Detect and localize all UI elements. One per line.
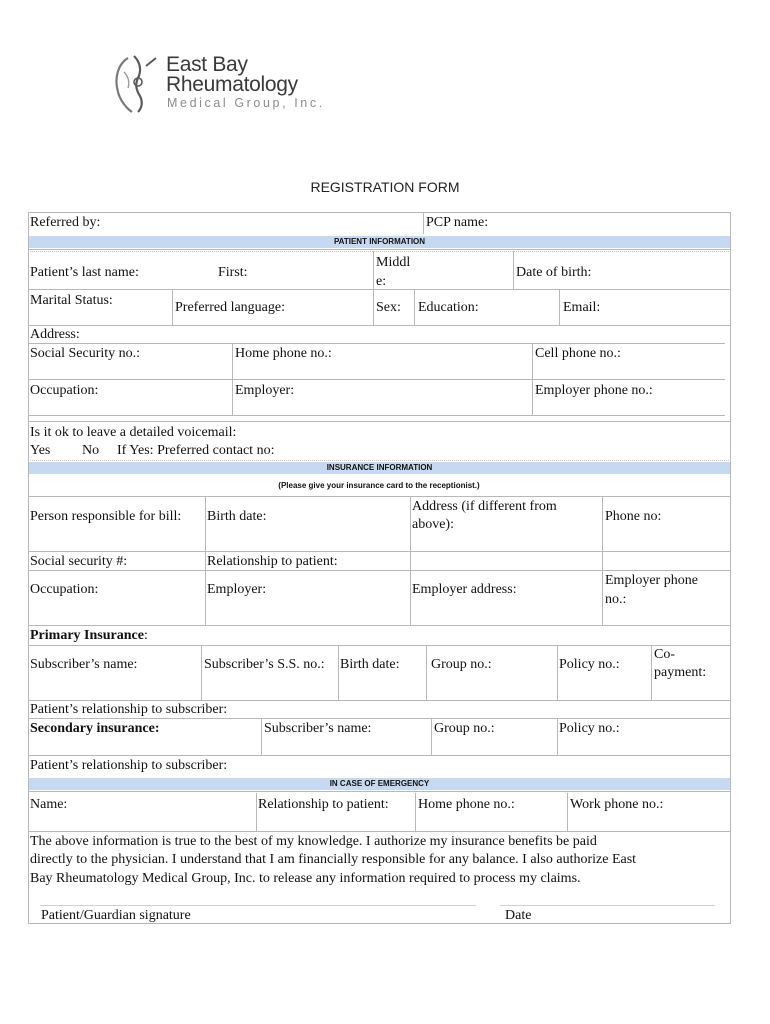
sex-label: Sex: [376,300,401,315]
policy-number-label: Policy no.: [559,657,620,672]
referred-by-label: Referred by: [30,215,101,230]
patient-information-header [29,236,730,248]
emergency-title: IN CASE OF EMERGENCY [329,779,430,788]
secondary-policy-label: Policy no.: [559,721,620,736]
voicemail-no-option[interactable]: No [82,443,100,458]
insurance-employer-phone-label-2: no.: [605,592,627,607]
patient-relationship-subscriber-label: Patient’s relationship to subscriber: [30,702,228,717]
secondary-subscriber-name-label: Subscriber’s name: [264,721,372,736]
statement-line-1: The above information is true to the best of my knowledge. I authorize my insurance benefits be paid [30,834,597,849]
middle-name-label-1: Middl [376,255,411,270]
preferred-language-label: Preferred language: [175,300,285,315]
responsible-address-label-1: Address (if different from [412,499,557,514]
education-label: Education: [418,300,479,315]
patient-relationship-subscriber-label-2: Patient’s relationship to subscriber: [30,758,228,773]
primary-insurance-heading [30,627,148,645]
primary-insurance-colon: : [143,628,148,643]
form-title: REGISTRATION FORM [310,179,460,195]
emergency-name-label: Name: [30,797,68,812]
logo-line-3: Medical Group, Inc. [167,96,325,110]
emergency-work-phone-label: Work phone no.: [570,797,664,812]
statement-line-2: directly to the physician. I understand that I am financially responsible for any balance. I also authorize East [30,852,637,867]
insurance-employer-phone-label-1: Employer phone [605,573,698,588]
pcp-name-field[interactable] [424,212,730,234]
voicemail-question: Is it ok to leave a detailed voicemail: [30,425,237,440]
insurance-occupation-label: Occupation: [30,582,99,597]
logo [110,52,350,116]
subscriber-birth-date-label: Birth date: [340,657,400,672]
email-label: Email: [563,300,601,315]
secondary-insurance-title: Secondary insurance: [30,721,160,736]
emergency-relationship-label: Relationship to patient: [258,797,389,812]
signature-label: Patient/Guardian signature [41,908,191,923]
secondary-group-label: Group no.: [434,721,495,736]
responsible-birth-date-label: Birth date: [207,509,267,524]
primary-insurance-title: Primary Insurance [30,628,144,643]
preferred-contact-label: If Yes: Preferred contact no: [117,443,275,458]
signature-field[interactable] [40,890,476,906]
occupation-label: Occupation: [30,383,99,398]
referred-by-field[interactable] [28,212,423,234]
voicemail-yes-option[interactable]: Yes [30,443,51,458]
logo-line-1: East Bay [166,53,248,76]
statement-line-3: Bay Rheumatology Medical Group, Inc. to release any information required to process my claims. [30,871,581,886]
group-number-label: Group no.: [431,657,492,672]
first-name-label: First: [218,265,248,280]
insurance-information-header [29,462,730,474]
emergency-header [29,778,730,790]
copayment-label-1: Co- [654,647,675,662]
address-label: Address: [30,327,80,342]
relationship-to-patient-label: Relationship to patient: [207,554,338,569]
employer-phone-label: Employer phone no.: [535,383,653,398]
insurance-ssn-label: Social security #: [30,554,128,569]
social-security-label: Social Security no.: [30,346,141,361]
pcp-name-label: PCP name: [426,215,489,230]
patient-information-title: PATIENT INFORMATION [333,237,426,246]
emergency-home-phone-label: Home phone no.: [418,797,515,812]
copayment-label-2: payment: [654,665,707,680]
marital-status-label: Marital Status: [30,293,113,308]
subscriber-ss-label: Subscriber’s S.S. no.: [204,657,325,672]
person-responsible-label: Person responsible for bill: [30,509,182,524]
patient-last-name-label: Patient’s last name: [30,265,139,280]
cell-phone-label: Cell phone no.: [535,346,621,361]
insurance-card-note: (Please give your insurance card to the receptionist.) [278,481,480,490]
subscriber-name-label: Subscriber’s name: [30,657,138,672]
responsible-phone-label: Phone no: [605,509,662,524]
employer-label: Employer: [235,383,295,398]
insurance-information-title: INSURANCE INFORMATION [326,463,433,472]
logo-line-2: Rheumatology [166,73,298,96]
knee-joint-logo-icon [110,52,162,114]
employer-address-label: Employer address: [412,582,517,597]
date-field[interactable] [500,890,715,906]
insurance-employer-label: Employer: [207,582,267,597]
middle-name-label-2: e: [376,274,387,289]
date-label: Date [505,908,532,923]
date-of-birth-label: Date of birth: [516,265,592,280]
responsible-address-label-2: above): [412,517,454,532]
home-phone-label: Home phone no.: [235,346,332,361]
